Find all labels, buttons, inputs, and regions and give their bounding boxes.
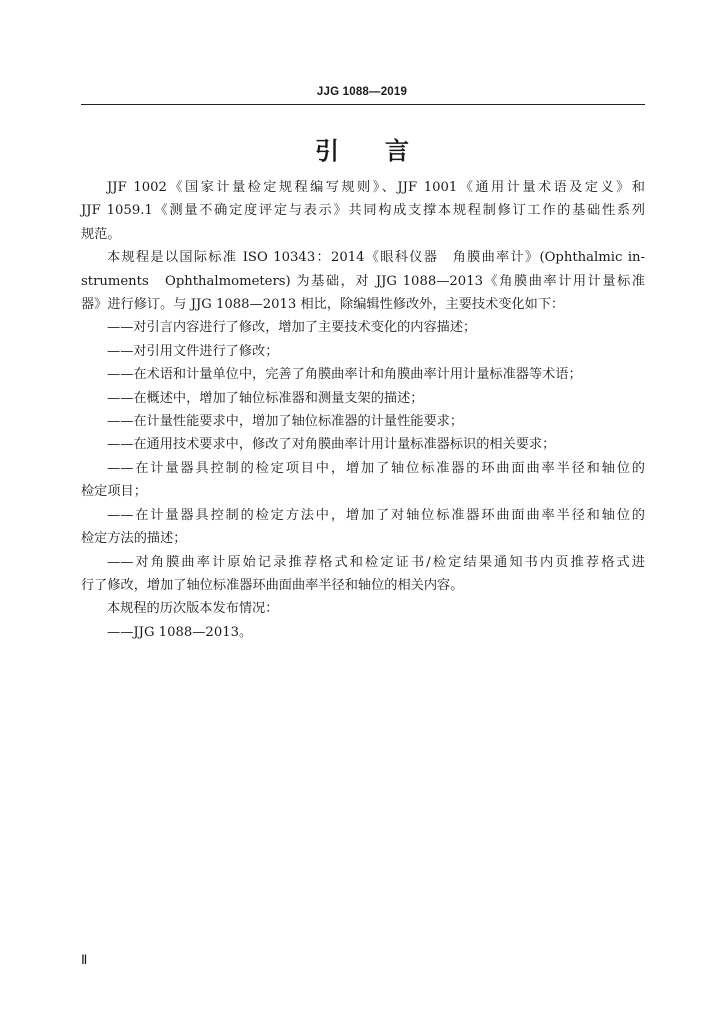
change-item: ——在通用技术要求中，修改了对角膜曲率计用计量标准器标识的相关要求； bbox=[107, 437, 556, 453]
header-divider bbox=[81, 104, 645, 105]
change-item: ——在计量器具控制的检定方法中，增加了对轴位标准器环曲面曲率半径和轴位的 bbox=[107, 507, 645, 523]
change-item: ——在概述中，增加了轴位标准器和测量支架的描述； bbox=[107, 390, 424, 406]
title-char-1: 引 bbox=[315, 137, 339, 165]
history-item: ——JJG 1088—2013。 bbox=[107, 624, 253, 640]
title-char-2: 言 bbox=[385, 137, 409, 165]
paragraph-line: struments Ophthalmometers) 为基础，对 JJG 1088—2013《角膜曲率计用计量标准 bbox=[81, 273, 645, 289]
change-item: ——在计量器具控制的检定项目中，增加了轴位标准器的环曲面曲率半径和轴位的 bbox=[107, 460, 645, 476]
change-item-continuation: 检定项目； bbox=[81, 484, 147, 500]
change-item: ——对引言内容进行了修改，增加了主要技术变化的内容描述； bbox=[107, 320, 477, 336]
change-item-continuation: 行了修改，增加了轴位标准器环曲面曲率半径和轴位的相关内容。 bbox=[81, 577, 464, 593]
paragraph-line: 本规程是以国际标准 ISO 10343：2014《眼科仪器 角膜曲率计》(Ophthalmic in- bbox=[107, 250, 645, 266]
history-intro: 本规程的历次版本发布情况： bbox=[107, 601, 279, 617]
document-code-header: JJG 1088—2019 bbox=[316, 86, 408, 98]
document-body bbox=[81, 176, 645, 644]
change-item: ——在计量性能要求中，增加了轴位标准器的计量性能要求； bbox=[107, 414, 464, 430]
change-item: ——在术语和计量单位中，完善了角膜曲率计和角膜曲率计用计量标准器等术语； bbox=[107, 367, 582, 383]
page-title bbox=[0, 131, 724, 166]
paragraph-line: JJF 1059.1《测量不确定度评定与表示》共同构成支撑本规程制修订工作的基础性系列 bbox=[81, 203, 645, 219]
page-number: Ⅱ bbox=[81, 952, 88, 967]
paragraph-line: 器》进行修订。与 JJG 1088—2013 相比，除编辑性修改外，主要技术变化如下： bbox=[81, 297, 565, 313]
change-item-continuation: 检定方法的描述； bbox=[81, 531, 187, 547]
change-item: ——对引用文件进行了修改； bbox=[107, 343, 279, 359]
paragraph-line: JJF 1002《国家计量检定规程编写规则》、JJF 1001《通用计量术语及定义》和 bbox=[107, 180, 645, 195]
paragraph-line: 规范。 bbox=[81, 226, 121, 242]
change-item: ——对角膜曲率计原始记录推荐格式和检定证书/检定结果通知书内页推荐格式进 bbox=[107, 554, 645, 570]
